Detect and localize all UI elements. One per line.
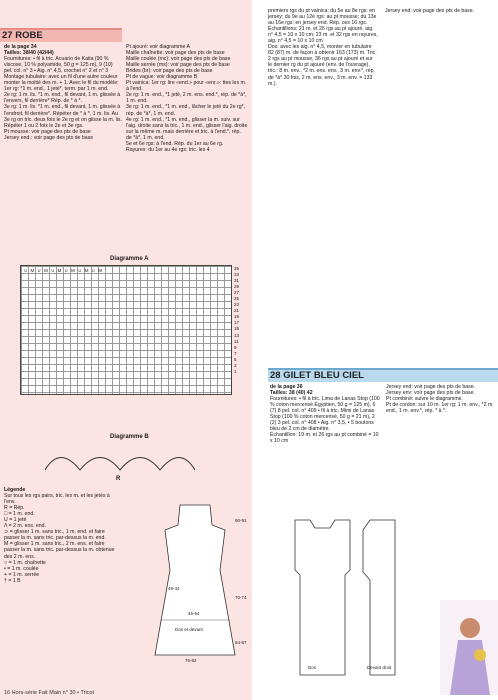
diagram-b-repeat-label: R <box>116 476 121 482</box>
legend-item: Λ = 2 m. ens. end. <box>4 523 46 530</box>
row-number: 3 <box>234 362 237 368</box>
col2-stripes: premiers rgs du pt vainica; du 5e au 8e rgs: en jersey; du 9e au 12e rgs: au pt mousse; du 13e au 16e rgs: en jersey end. Rép. ces 16 rgs. <box>268 8 377 27</box>
robe-rg4: 4e rg: 1 m. end., *1 m. end., glisser la m. suiv. sur l'aig. droite sans la tric., 1 m. end., glisser l'aig. droite sur la même m. mais derrière et tric. à l'end.*, rép. de *à*, 1 m. end. <box>126 116 248 141</box>
section-title-robe: 27 ROBE <box>0 28 122 42</box>
legend-item: ⊃ = glisser 1 m. sans tric., 1 m. end. et faire passer la m. sans tric. par-dessus la m. end. <box>4 529 106 542</box>
legend-item: U = 1 jeté <box>4 517 27 524</box>
legend-item: □ = 1 m. end. <box>4 511 35 518</box>
robe-rg2b: 2e rg: 1 m. end., *1 jeté, 2 m. ens. end.*, rép. de *à*, 1 m. end. <box>126 92 247 105</box>
section-title-gilet: 28 GILET BLEU CIEL <box>268 368 498 382</box>
legend <box>4 487 119 584</box>
row-number: 23 <box>234 302 240 308</box>
diagram-a-title: Diagramme A <box>110 256 149 262</box>
row-number: 29 <box>234 284 240 290</box>
measure: 54-57 <box>235 640 247 645</box>
robe-brides: Brides (br): voir page des pts de base <box>126 68 213 75</box>
legend-title: Légende <box>4 487 26 493</box>
robe-coulee: Maille coulée (mc): voir page des pts de base <box>126 56 231 63</box>
gilet-instructions-col2 <box>386 384 494 414</box>
robe-schema <box>140 500 250 660</box>
gilet-schema-label-devant: Devant droit <box>367 665 392 670</box>
row-number: 35 <box>234 266 240 271</box>
robe-rg56: 5e et 6e rgs: à l'end. Rép. du 1er au 6e rg. <box>126 140 224 147</box>
robe-pt-mousse: Pt mousse: voir page des pts de base <box>4 128 91 135</box>
legend-item: † = 1 B <box>4 577 21 584</box>
model-photo <box>440 600 498 695</box>
diagram-a-row-numbers <box>234 266 248 375</box>
row-number: 17 <box>234 320 240 326</box>
row-number: 15 <box>234 326 240 332</box>
robe-rg1: 1er rg: *1 m. end., 1 jeté*, term. par 1 m. end. <box>4 86 109 93</box>
robe-serree: Maille serrée (ms): voir page des pts de base <box>126 62 230 69</box>
diagram-a-symbols-row: ∪ M ∪ M ∪ M ∪ M ∪ M ∪ M <box>24 268 104 273</box>
gilet-echantillon: Échantillon: 19 m. et 26 rgs au pt combiné = 10 x 10 cm <box>270 432 379 445</box>
legend-item: + = 1 m. serrée <box>4 571 40 578</box>
row-number: 7 <box>234 350 237 356</box>
legend-intro: Sur tous les rgs pairs, tric. les m. et les jetés à l'env. <box>4 493 110 506</box>
gilet-jersey-env: Jersey env: voir page des pts de base. <box>386 390 475 397</box>
robe-instructions-col1 <box>4 44 122 141</box>
robe-tailles: Tailles: 38/40 (42/44) <box>4 50 54 57</box>
diagram-a-grid <box>20 265 232 395</box>
robe-instructions-col3 <box>268 8 378 87</box>
diagram-b-wave <box>40 445 200 475</box>
row-number: 13 <box>234 332 240 338</box>
robe-instructions-col2 <box>126 44 248 153</box>
row-number: 1 <box>234 368 237 374</box>
robe-jersey: Jersey end.: voir page des pts de base <box>4 134 94 141</box>
robe-page: de la page 34 <box>4 44 37 50</box>
legend-item: ○ = 1 m. chaînette <box>4 559 46 566</box>
legend-item: M = glisser 1 m. sans tric., 2 m. ens. et faire passer la m. sans tric. par-dessus la m. obtenue des 2 m. ens. <box>4 541 115 560</box>
gilet-schemas <box>275 510 435 690</box>
gilet-jersey: Jersey end: voir page des pts de base. <box>386 384 476 390</box>
row-number: 11 <box>234 338 239 344</box>
row-number: 27 <box>234 290 240 296</box>
row-number: 5 <box>234 356 237 362</box>
col2-echantillons: Échantillons: 21 m. et 26 rgs au pt ajouré, aig. n° 4,5 = 10 x 10 cm; 23 m. et 32 rgs en rayures, aig. n° 4,5 = 10 x 10 cm <box>268 26 378 45</box>
row-number: 19 <box>234 314 240 320</box>
robe-pt-ajoure: Pt ajouré: voir diagramme A <box>126 44 191 50</box>
legend-item: R = Rép. <box>4 505 25 512</box>
measure: 48-44 <box>168 586 180 591</box>
measure: 45-54 <box>188 611 200 616</box>
robe-vainica: Pt vainica: 1er rg: lire «end.» pour «enr.»: ttes les m. à l'end. <box>126 80 247 93</box>
page-footer: 16 Hors-série Fait Main n° 30 • Tricot <box>4 689 95 696</box>
gilet-pt-combine: Pt combiné: suivre le diagramme. <box>386 396 463 403</box>
robe-rg3b: 3e rg: 1 m. end., *1 m. end., lâcher le jeté du 2e rg*, rép. de *à*, 1 m. end. <box>126 104 246 117</box>
measure: 90-91 <box>235 518 247 523</box>
row-number: 25 <box>234 296 240 302</box>
legend-item: • = 1 m. coulée <box>4 565 39 572</box>
row-number: 31 <box>234 278 240 284</box>
row-number: 21 <box>234 308 240 314</box>
gilet-pt-cordon: Pt de cordon: sur 10 m. 1er rg: 1 m. env., *2 m. end., 1 m. env.*, rép. * à *. <box>386 402 494 415</box>
gilet-tailles: Tailles: 38 (40) 42 <box>270 390 313 397</box>
col2-dos: Dos: avec les aig. n° 4,5, monter en tubulaire 82 (87) m. de façon à obtenir 163 (173) m. Tric. 2 rgs au pt mousse, 36 rgs au pt ajouré et sur le dernier rg du pt ajouré (env. de l'ouvrage), tric.: 8 m. env., *2 m. ens. env., 3 m. env.*, rép. de *à* 30 fois, 2 m. ens. env., 3 m. env. = 133 m.). <box>268 44 377 87</box>
measure: 76-82 <box>185 658 197 663</box>
robe-rg2: 2e rg: 1 m. lis. *1 m. end., fil devant, 1 m. glissée à l'envers, fil derrière* Rép. de * à *. <box>4 92 121 105</box>
gilet-fournitures: Fournitures: • fil à tric. Lima de Lanas Stop (100 % coton mercerisé Égyptien, 50 g = 125 m), 6 (7) 8 pel. col. n° 409 • fil à tric. Mimi de Lanas Stop (100 % coton mercerisé, 50 g = 21 m), 2 (2) 3 pel. col. n° 408 • Aig. n° 3,5, • 5 boutons bleu de 2 cm de diamètre. <box>270 396 380 433</box>
row-number: 9 <box>234 344 237 350</box>
robe-fournitures: Fournitures: • fil à tric. Acuario de Katia (90 % viscose, 10 % polyamide, 50 g = 125 m), 9 (10) pel. col. n° 3 • Aig. n° 4,5, crochet n° 2 et n° 3 <box>4 56 113 75</box>
col4-text: Jersey end: voir page des pts de base. <box>385 8 475 14</box>
robe-schema-label: Dos et devant <box>175 627 203 632</box>
gilet-instructions-col1 <box>270 384 380 444</box>
gilet-schema-label-dos: Dos <box>308 665 317 670</box>
gilet-page: de la page 36 <box>270 384 303 390</box>
robe-rayures: Rayures: du 1er au 4e rgs: tric. les 4 <box>126 146 210 153</box>
robe-vague: Pt de vague: voir diagramme B <box>126 74 198 81</box>
robe-chainette: Maille chaînette: voir page des pts de base <box>126 50 225 57</box>
row-number: 33 <box>234 272 240 278</box>
measure: 70-74 <box>235 595 247 600</box>
robe-instructions-col4 <box>385 8 495 14</box>
robe-rg3: 3e rg: 1 m. lis. *1 m. end., fil devant, 1 m. glissée à l'endroit, fil derrière*. Répéter de * à *, 1 m. lis. Au 3e rg on tric. deux fois le 2e rg et on glisse la m. lis. Répéter 1 ou 2 fois le 2e et 3e rgs. <box>4 104 122 129</box>
robe-montage: Montage tubulaire: avec un fil d'une autre couleur monter la moitié des m. + 1. Avec le fil du modèle: <box>4 74 119 87</box>
diagram-b-title: Diagramme B <box>110 434 149 440</box>
